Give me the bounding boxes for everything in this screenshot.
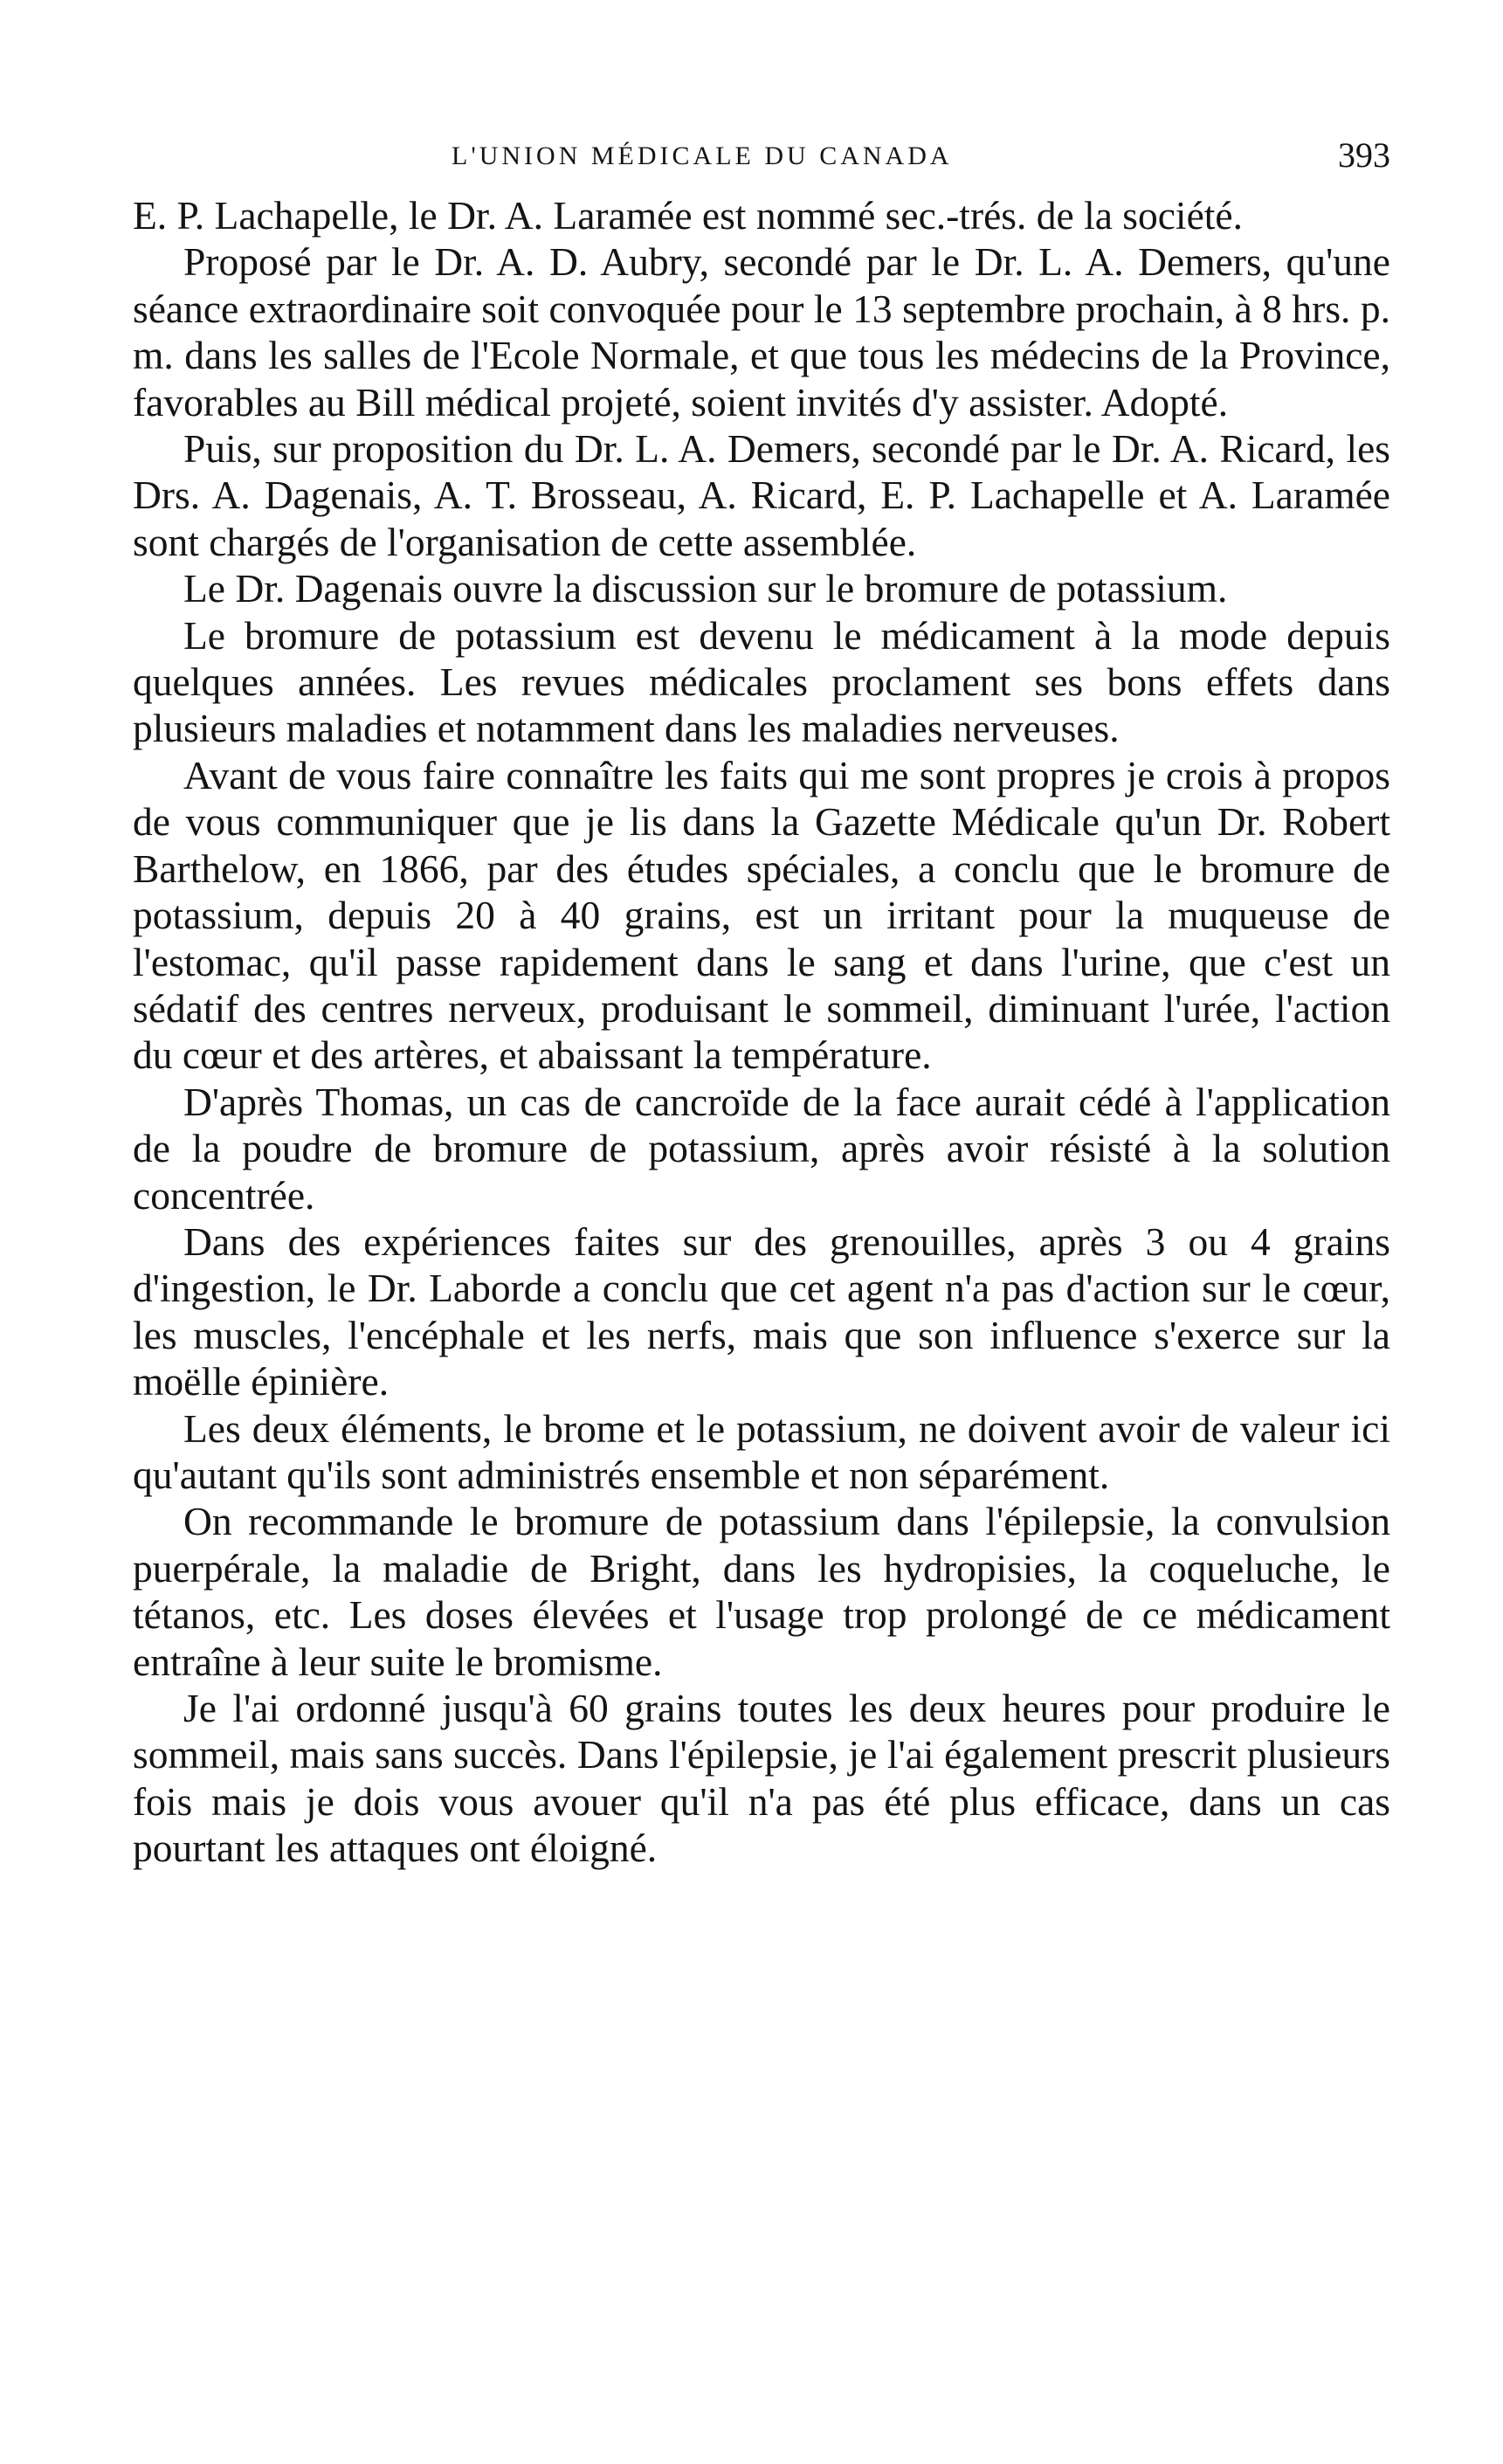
paragraph: Je l'ai ordonné jusqu'à 60 grains toutes les deux heures pour produire le sommeil, mais sans succès. Dans l'épilepsie, je l'ai également prescrit plusieurs fois mais je dois vous avouer qu'il n'a pas été plus efficace, dans un cas pourtant les attaques ont éloigné. — [133, 1686, 1390, 1871]
page-number: 393 — [1338, 135, 1390, 175]
paragraph: Avant de vous faire connaître les faits qui me sont propres je crois à propos de vous communiquer que je lis dans la Gazette Médicale qu'un Dr. Robert Barthelow, en 1866, par des études spéciales, a conclu que le bromure de potassium, depuis 20 à 40 grains, est un irritant pour la muqueuse de l'estomac, qu'il passe rapidement dans le sang et dans l'urine, que c'est un sédatif des centres nerveux, produisant le sommeil, diminuant l'urée, l'action du cœur et des artères, et abaissant la température. — [133, 752, 1390, 1078]
body-text — [133, 192, 1390, 1872]
paragraph: E. P. Lachapelle, le Dr. A. Laramée est nommé sec.-trés. de la société. — [133, 193, 1243, 238]
paragraph: Le bromure de potassium est devenu le médicament à la mode depuis quelques années. Les revues médicales proclament ses bons effets dans plusieurs maladies et notamment dans les maladies nerveuses. — [133, 612, 1390, 751]
paragraph: Dans des expériences faites sur des grenouilles, après 3 ou 4 grains d'ingestion, le Dr. Laborde a conclu que cet agent n'a pas d'action sur le cœur, les muscles, l'encéphale et les nerfs, mais que son influence s'exerce sur la moëlle épinière. — [133, 1218, 1390, 1405]
page-header — [133, 131, 1390, 192]
paragraph: Les deux éléments, le brome et le potassium, ne doivent avoir de valeur ici qu'autant qu'ils sont administrés ensemble et non séparément. — [133, 1405, 1390, 1497]
paragraph: Puis, sur proposition du Dr. L. A. Demers, secondé par le Dr. A. Ricard, les Drs. A. Dagenais, A. T. Brosseau, A. Ricard, E. P. Lachapelle et A. Laramée sont chargés de l'organisation de cette assemblée. — [133, 426, 1390, 564]
paragraph: Proposé par le Dr. A. D. Aubry, secondé par le Dr. L. A. Demers, qu'une séance extraordinaire soit convoquée pour le 13 septembre prochain, à 8 hrs. p. m. dans les salles de l'Ecole Normale, et que tous les médecins de la Province, favorables au Bill médical projeté, soient invités d'y assister. Adopté. — [133, 239, 1390, 424]
paragraph: D'après Thomas, un cas de cancroïde de la face aurait cédé à l'application de la poudre de bromure de potassium, après avoir résisté à la solution concentrée. — [133, 1079, 1390, 1218]
paragraph: Le Dr. Dagenais ouvre la discussion sur le bromure de potassium. — [183, 566, 1228, 611]
book-page — [133, 131, 1390, 1872]
paragraph: On recommande le bromure de potassium dans l'épilepsie, la convulsion puerpérale, la maladie de Bright, dans les hydropisies, la coqueluche, le tétanos, etc. Les doses élevées et l'usage trop prolongé de ce médicament entraîne à leur suite le bromisme. — [133, 1499, 1390, 1684]
running-title: L'UNION MÉDICALE DU CANADA — [452, 141, 953, 170]
